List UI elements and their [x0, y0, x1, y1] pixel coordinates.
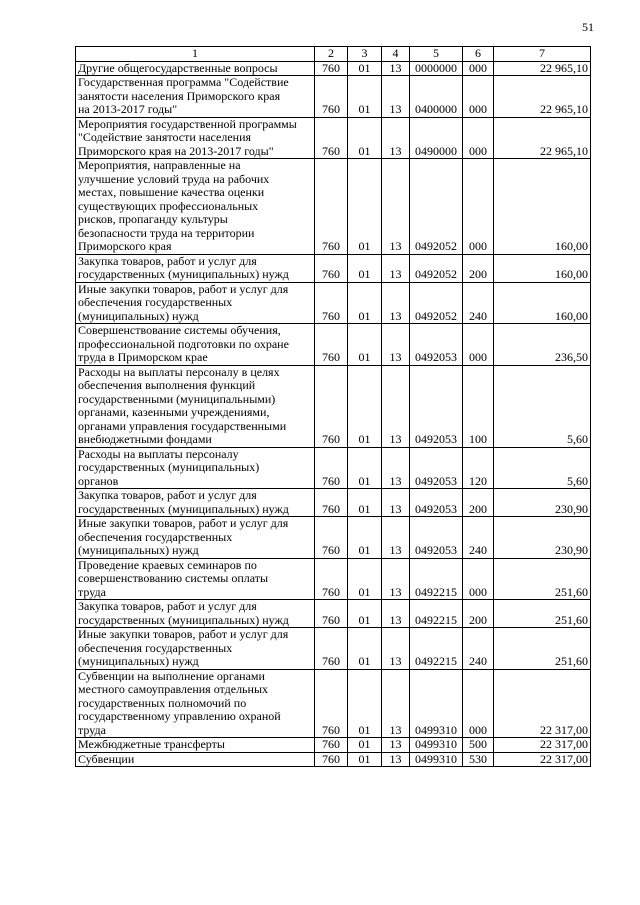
header-cell: 4	[382, 47, 410, 62]
amount-cell: 22 965,10	[494, 76, 591, 118]
ministry-code-cell: 760	[315, 282, 348, 324]
subsection-code-cell: 13	[382, 628, 410, 670]
amount-cell: 160,00	[494, 159, 591, 255]
amount-cell: 236,50	[494, 324, 591, 366]
ministry-code-cell: 760	[315, 628, 348, 670]
amount-cell: 160,00	[494, 282, 591, 324]
table-row	[76, 517, 591, 559]
target-article-cell: 0499310	[410, 738, 463, 753]
expense-type-cell: 240	[463, 282, 494, 324]
table-header-row	[76, 47, 591, 62]
header-cell: 1	[76, 47, 315, 62]
subsection-code-cell: 13	[382, 282, 410, 324]
table-row	[76, 558, 591, 600]
ministry-code-cell: 760	[315, 254, 348, 282]
expense-name-cell: Иные закупки товаров, работ и услуг для обеспечения государственных (муниципальных) нужд	[76, 628, 315, 670]
amount-cell: 22 965,10	[494, 61, 591, 76]
amount-cell: 230,90	[494, 517, 591, 559]
target-article-cell: 0492053	[410, 489, 463, 517]
target-article-cell: 0499310	[410, 669, 463, 738]
table-row	[76, 61, 591, 76]
ministry-code-cell: 760	[315, 447, 348, 489]
target-article-cell: 0492052	[410, 159, 463, 255]
subsection-code-cell: 13	[382, 117, 410, 159]
expense-type-cell: 530	[463, 752, 494, 767]
subsection-code-cell: 13	[382, 76, 410, 118]
expense-name-cell: Проведение краевых семинаров по совершенствованию системы оплаты труда	[76, 558, 315, 600]
subsection-code-cell: 13	[382, 600, 410, 628]
section-code-cell: 01	[348, 600, 382, 628]
expense-type-cell: 240	[463, 517, 494, 559]
expense-name-cell: Другие общегосударственные вопросы	[76, 61, 315, 76]
expense-name-cell: Государственная программа "Содействие занятости населения Приморского края на 2013-2017 годы"	[76, 76, 315, 118]
expense-name-cell: Расходы на выплаты персоналу государственных (муниципальных) органов	[76, 447, 315, 489]
section-code-cell: 01	[348, 738, 382, 753]
expense-type-cell: 000	[463, 558, 494, 600]
target-article-cell: 0492215	[410, 558, 463, 600]
header-cell: 6	[463, 47, 494, 62]
table-row	[76, 738, 591, 753]
expense-type-cell: 000	[463, 669, 494, 738]
section-code-cell: 01	[348, 628, 382, 670]
expense-type-cell: 000	[463, 76, 494, 118]
subsection-code-cell: 13	[382, 517, 410, 559]
subsection-code-cell: 13	[382, 324, 410, 366]
amount-cell: 5,60	[494, 447, 591, 489]
section-code-cell: 01	[348, 447, 382, 489]
ministry-code-cell: 760	[315, 752, 348, 767]
amount-cell: 22 317,00	[494, 669, 591, 738]
target-article-cell: 0499310	[410, 752, 463, 767]
target-article-cell: 0000000	[410, 61, 463, 76]
section-code-cell: 01	[348, 117, 382, 159]
amount-cell: 22 317,00	[494, 738, 591, 753]
section-code-cell: 01	[348, 558, 382, 600]
subsection-code-cell: 13	[382, 558, 410, 600]
expense-name-cell: Межбюджетные трансферты	[76, 738, 315, 753]
subsection-code-cell: 13	[382, 489, 410, 517]
budget-table	[75, 46, 591, 767]
target-article-cell: 0492215	[410, 600, 463, 628]
expense-name-cell: Закупка товаров, работ и услуг для государственных (муниципальных) нужд	[76, 600, 315, 628]
expense-name-cell: Иные закупки товаров, работ и услуг для обеспечения государственных (муниципальных) нужд	[76, 282, 315, 324]
header-cell: 7	[494, 47, 591, 62]
target-article-cell: 0492053	[410, 324, 463, 366]
target-article-cell: 0492053	[410, 517, 463, 559]
ministry-code-cell: 760	[315, 738, 348, 753]
amount-cell: 160,00	[494, 254, 591, 282]
ministry-code-cell: 760	[315, 76, 348, 118]
ministry-code-cell: 760	[315, 517, 348, 559]
section-code-cell: 01	[348, 669, 382, 738]
expense-type-cell: 240	[463, 628, 494, 670]
section-code-cell: 01	[348, 282, 382, 324]
target-article-cell: 0492215	[410, 628, 463, 670]
section-code-cell: 01	[348, 324, 382, 366]
subsection-code-cell: 13	[382, 752, 410, 767]
subsection-code-cell: 13	[382, 61, 410, 76]
expense-name-cell: Субвенции	[76, 752, 315, 767]
table-row	[76, 600, 591, 628]
table-row	[76, 282, 591, 324]
table-row	[76, 752, 591, 767]
header-cell: 3	[348, 47, 382, 62]
target-article-cell: 0400000	[410, 76, 463, 118]
target-article-cell: 0492052	[410, 254, 463, 282]
header-cell: 2	[315, 47, 348, 62]
target-article-cell: 0492053	[410, 447, 463, 489]
section-code-cell: 01	[348, 76, 382, 118]
section-code-cell: 01	[348, 489, 382, 517]
amount-cell: 251,60	[494, 600, 591, 628]
section-code-cell: 01	[348, 61, 382, 76]
ministry-code-cell: 760	[315, 159, 348, 255]
amount-cell: 5,60	[494, 365, 591, 447]
amount-cell: 251,60	[494, 628, 591, 670]
subsection-code-cell: 13	[382, 669, 410, 738]
ministry-code-cell: 760	[315, 558, 348, 600]
ministry-code-cell: 760	[315, 365, 348, 447]
expense-type-cell: 200	[463, 254, 494, 282]
table-row	[76, 76, 591, 118]
table-row	[76, 324, 591, 366]
amount-cell: 22 965,10	[494, 117, 591, 159]
expense-type-cell: 000	[463, 159, 494, 255]
table-row	[76, 628, 591, 670]
amount-cell: 251,60	[494, 558, 591, 600]
expense-name-cell: Расходы на выплаты персоналу в целях обеспечения выполнения функций государственными (муниципальными) органами, казенными учреждениями, органами управления государственными внебюджетными фондами	[76, 365, 315, 447]
section-code-cell: 01	[348, 752, 382, 767]
table-row	[76, 447, 591, 489]
ministry-code-cell: 760	[315, 61, 348, 76]
section-code-cell: 01	[348, 517, 382, 559]
subsection-code-cell: 13	[382, 447, 410, 489]
table-row	[76, 669, 591, 738]
expense-type-cell: 500	[463, 738, 494, 753]
expense-type-cell: 120	[463, 447, 494, 489]
expense-name-cell: Иные закупки товаров, работ и услуг для обеспечения государственных (муниципальных) нужд	[76, 517, 315, 559]
expense-name-cell: Мероприятия, направленные на улучшение условий труда на рабочих местах, повышение качества оценки существующих профессиональных рисков, пропаганду культуры безопасности труда на территории Приморского края	[76, 159, 315, 255]
ministry-code-cell: 760	[315, 669, 348, 738]
table-row	[76, 159, 591, 255]
expense-type-cell: 000	[463, 324, 494, 366]
ministry-code-cell: 760	[315, 489, 348, 517]
expense-name-cell: Мероприятия государственной программы "Содействие занятости населения Приморского края на 2013-2017 годы"	[76, 117, 315, 159]
expense-name-cell: Совершенствование системы обучения, профессиональной подготовки по охране труда в Приморском крае	[76, 324, 315, 366]
section-code-cell: 01	[348, 254, 382, 282]
expense-type-cell: 100	[463, 365, 494, 447]
ministry-code-cell: 760	[315, 117, 348, 159]
ministry-code-cell: 760	[315, 324, 348, 366]
page-number: 51	[582, 20, 594, 34]
subsection-code-cell: 13	[382, 738, 410, 753]
table-row	[76, 117, 591, 159]
expense-name-cell: Закупка товаров, работ и услуг для государственных (муниципальных) нужд	[76, 489, 315, 517]
ministry-code-cell: 760	[315, 600, 348, 628]
table-row	[76, 365, 591, 447]
subsection-code-cell: 13	[382, 254, 410, 282]
amount-cell: 230,90	[494, 489, 591, 517]
expense-type-cell: 200	[463, 489, 494, 517]
table-row	[76, 489, 591, 517]
subsection-code-cell: 13	[382, 365, 410, 447]
target-article-cell: 0492052	[410, 282, 463, 324]
section-code-cell: 01	[348, 365, 382, 447]
expense-name-cell: Субвенции на выполнение органами местного самоуправления отдельных государственных полномочий по государственному управлению охраной труда	[76, 669, 315, 738]
expense-type-cell: 200	[463, 600, 494, 628]
section-code-cell: 01	[348, 159, 382, 255]
table-row	[76, 254, 591, 282]
target-article-cell: 0492053	[410, 365, 463, 447]
expense-type-cell: 000	[463, 61, 494, 76]
expense-name-cell: Закупка товаров, работ и услуг для государственных (муниципальных) нужд	[76, 254, 315, 282]
expense-type-cell: 000	[463, 117, 494, 159]
target-article-cell: 0490000	[410, 117, 463, 159]
header-cell: 5	[410, 47, 463, 62]
subsection-code-cell: 13	[382, 159, 410, 255]
amount-cell: 22 317,00	[494, 752, 591, 767]
